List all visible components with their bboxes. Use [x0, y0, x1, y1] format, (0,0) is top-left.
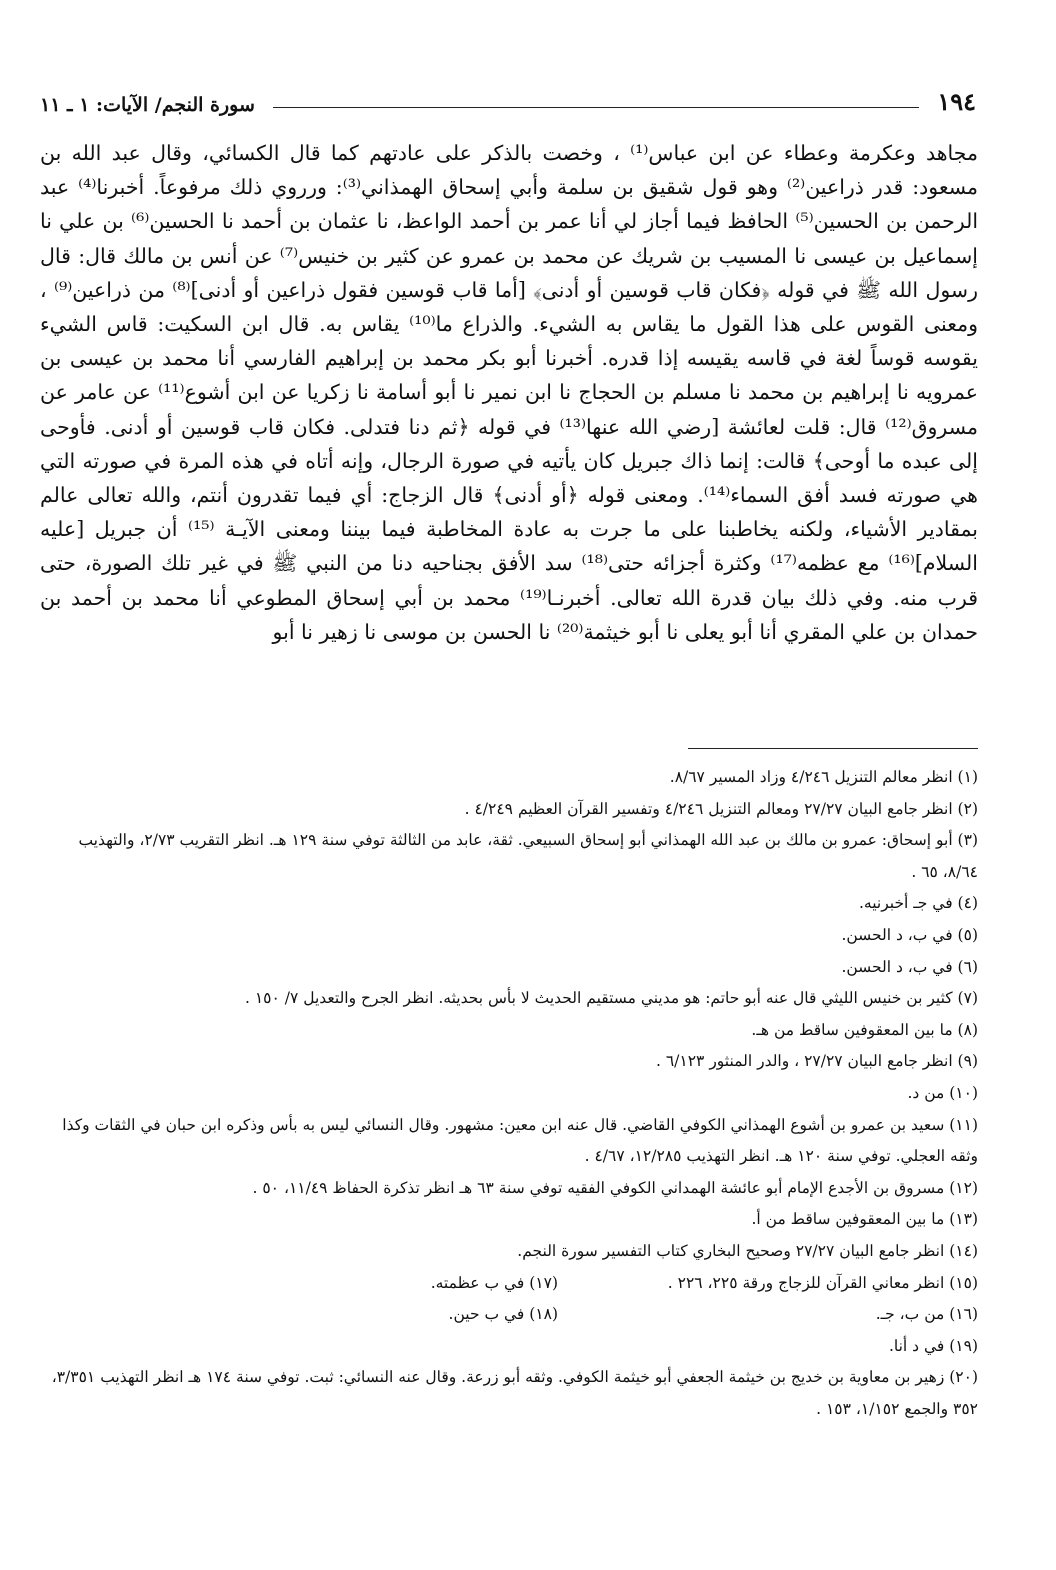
footnote-separator [688, 748, 978, 749]
page-header [40, 80, 976, 116]
footnote-19: (١٩) في د أنا. [888, 1336, 978, 1355]
footnote-9: (٩) انظر جامع البيان ٢٧/٢٧ ، والدر المنثور ٦/١٢٣ . [656, 1052, 978, 1071]
footnote-15: (١٥) انظر معاني القرآن للزجاج ورقة ٢٢٥، ٢٢٦ . [667, 1273, 978, 1292]
footnote-16: (١٦) من ب، جـ. [875, 1305, 978, 1324]
page-number: ١٩٤ [937, 87, 976, 116]
footnote-2: (٢) انظر جامع البيان ٢٧/٢٧ ومعالم التنزيل ٤/٢٤٦ وتفسير القرآن العظيم ٤/٢٤٩ . [464, 799, 978, 818]
footnote-11: (١١) سعيد بن عمرو بن أشوع الهمذاني الكوفي القاضي. قال عنه ابن معين: مشهور. وقال النسائي ليس به بأس وذكره ابن حبان في الثقات وكذا وثقه العجلي. توفي سنة ١٢٠ هـ. انظر التهذيب ١٢/٢٨٥، ٤/٦٧ . [62, 1115, 978, 1166]
footnote-20: (٢٠) زهير بن معاوية بن خديج بن خيثمة الجعفي أبو خيثمة الكوفي. وثقه أبو زرعة. وقال عنه النسائي: ثبت. توفي سنة ١٧٤ هـ انظر التهذيب ٣/٣٥١، ٣٥٢ والجمع ١/١٥٢، ١٥٣ . [51, 1368, 978, 1418]
footnote-3: (٣) أبو إسحاق: عمرو بن مالك بن عبد الله الهمذاني أبو إسحاق السبيعي. ثقة، عابد من الثالثة توفي سنة ١٢٩ هـ. انظر التقريب ٢/٧٣، والتهذيب ٨/٦٤، ٦٥ . [78, 831, 978, 881]
footnotes [40, 762, 978, 1425]
footnote-14: (١٤) انظر جامع البيان ٢٧/٢٧ وصحيح البخاري كتاب التفسير سورة النجم. [517, 1241, 978, 1260]
footnote-13: (١٣) ما بين المعقوفين ساقط من أ. [751, 1210, 978, 1229]
header-rule [273, 107, 919, 108]
footnote-12: (١٢) مسروق بن الأجدع الإمام أبو عائشة الهمداني الكوفي الفقيه توفي سنة ٦٣ هـ انظر تذكرة الحفاظ ١١/٤٩، ٥٠ . [252, 1178, 978, 1197]
footnote-1: (١) انظر معالم التنزيل ٤/٢٤٦ وزاد المسير ٨/٦٧. [669, 768, 978, 786]
footnote-8: (٨) ما بين المعقوفين ساقط من هـ. [751, 1020, 978, 1039]
running-title: سورة النجم/ الآيات: ١ ـ ١١ [40, 94, 255, 116]
footnote-7: (٧) كثير بن خنيس الليثي قال عنه أبو حاتم: هو مديني مستقيم الحديث لا بأس بحديثه. انظر الجرح والتعديل ٧/ ١٥٠ . [244, 989, 978, 1008]
footnote-17: (١٧) في ب عظمته. [430, 1273, 558, 1292]
footnote-6: (٦) في ب، د الحسن. [841, 957, 978, 976]
footnote-row-16-18 [40, 1299, 978, 1331]
main-text: مجاهد وعكرمة وعطاء عن ابن عباس⁽¹⁾ ، وخصت بالذكر على عادتهم كما قال الكسائي، وقال عبد الله بن مسعود: قدر ذراعين⁽²⁾ وهو قول شقيق بن سلمة وأبي إسحاق الهمذاني⁽³⁾: ورروي ذلك مرفوعاً. أخبرنا⁽⁴⁾ عبد الرحمن بن الحسين⁽⁵⁾ الحافظ فيما أجاز لي أنا عمر بن أحمد الواعظ، نا عثمان بن أحمد نا الحسين⁽⁶⁾ بن علي نا إسماعيل بن عيسى نا المسيب بن شريك عن محمد بن عمرو عن كثير بن خنيس⁽⁷⁾ عن أنس بن مالك قال: قال رسول الله ﷺ في قوله ﴿فكان قاب قوسين أو أدنى﴾ [أما قاب قوسين فقول ذراعين أو أدنى]⁽⁸⁾ من ذراعين⁽⁹⁾ ، ومعنى القوس على هذا القول ما يقاس به الشيء. والذراع ما⁽¹⁰⁾ يقاس به. قال ابن السكيت: قاس الشيء يقوسه قوساً لغة في قاسه يقيسه إذا قدره. أخبرنا أبو بكر محمد بن إبراهيم الفارسي أنا محمد بن عيسى بن عمرويه نا إبراهيم بن محمد نا مسلم بن الحجاج نا ابن نمير نا أبو أسامة نا زكريا عن ابن أشوع⁽¹¹⁾ عن عامر عن مسروق⁽¹²⁾ قال: قلت لعائشة [رضي الله عنها⁽¹³⁾ في قوله ﴿ثم دنا فتدلى. فكان قاب قوسين أو أدنى. فأوحى إلى عبده ما أوحى﴾ قالت: إنما ذاك جبريل كان يأتيه في صورة الرجال، وإنه أتاه في هذه المرة في صورته التي هي صورته فسد أفق السماء⁽¹⁴⁾. ومعنى قوله ﴿أو أدنى﴾ قال الزجاج: أي فيما تقدرون أنتم، والله تعالى عالم بمقادير الأشياء، ولكنه يخاطبنا على ما جرت به عادة المخاطبة فيما بيننا ومعنى الآيـة ⁽¹⁵⁾ أن جبريل [عليه السلام]⁽¹⁶⁾ مع عظمه⁽¹⁷⁾ وكثرة أجزائه حتى⁽¹⁸⁾ سد الأفق بجناحيه دنا من النبي ﷺ في غير تلك الصورة، حتى قرب منه. وفي ذلك بيان قدرة الله تعالى. أخبرنـا⁽¹⁹⁾ محمد بن أبي إسحاق المطوعي أنا محمد بن أحمد بن حمدان بن علي المقري أنا أبو يعلى نا أبو خيثمة⁽²⁰⁾ نا الحسن بن موسى نا زهير نا أبو [40, 141, 979, 644]
footnote-row-15-17 [40, 1268, 978, 1300]
footnote-10: (١٠) من د. [907, 1083, 978, 1102]
footnote-4: (٤) في جـ أخبرنيه. [858, 894, 978, 913]
footnote-5: (٥) في ب، د الحسن. [841, 925, 978, 944]
footnote-18: (١٨) في ب حين. [448, 1305, 558, 1324]
